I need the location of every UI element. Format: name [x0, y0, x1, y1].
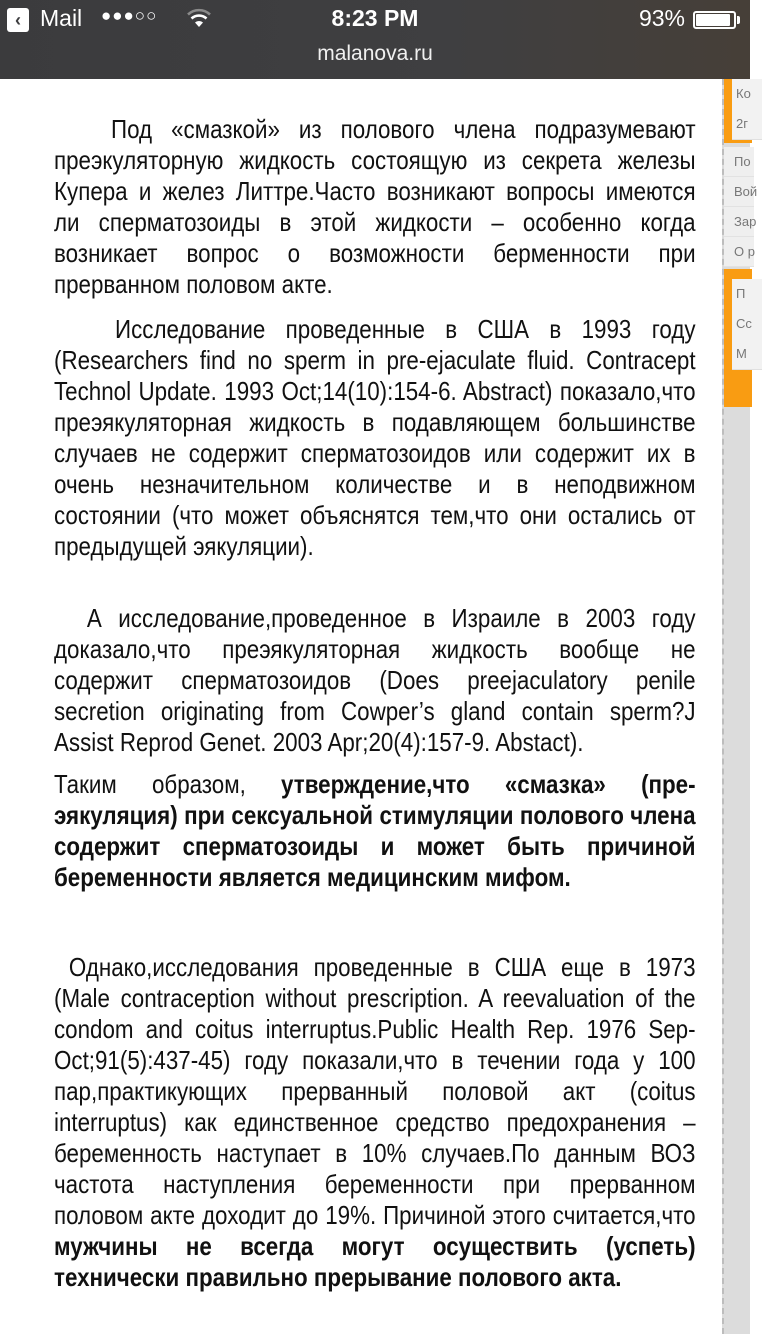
status-bar: [0, 0, 750, 79]
sidebar-link[interactable]: Вой: [724, 177, 754, 207]
paragraph-3-text: А исследование,проведенное в Израиле в 2003 году доказало,что преэякуляторная жидкость вообще не содержит сперматозоидов (Does preejaculatory penile secretion originating from Cowper’s gland contain sperm?J Assist Reprod Genet. 2003 Apr;20(4):157-9. Abstact).: [54, 603, 696, 757]
paragraph-4-text: Таким образом,: [54, 769, 282, 799]
paragraph-4: [54, 769, 696, 893]
battery-percent: 93%: [638, 5, 685, 31]
sidebar-item[interactable]: Сс: [732, 309, 762, 340]
paragraph-2-text: Исследование проведенные в США в 1993 году (Researchers find no sperm in pre-ejaculate fluid. Contracept Technol Update. 1993 Oct;14(10):154-6. Abstract) показало,что преэякуляторная жидкость в подавляющем большинстве случаев не содержит сперматозоидов или содержит их в очень незначительном количестве и в неподвижном состоянии (что может объяснятся тем,что они остались от предыдущей эякуляции).: [54, 314, 696, 561]
sidebar-item[interactable]: П: [732, 279, 762, 310]
sidebar-item[interactable]: 2г: [732, 109, 762, 140]
battery-icon: [693, 11, 736, 29]
battery-tip: [737, 16, 740, 24]
paragraph-2: [54, 314, 696, 562]
back-chevron-icon[interactable]: ‹: [7, 8, 29, 32]
paragraph-3: [54, 603, 696, 758]
sidebar-link[interactable]: По: [724, 147, 754, 177]
sidebar-item[interactable]: М: [732, 339, 762, 370]
paragraph-1: [54, 114, 696, 300]
page-url[interactable]: malanova.ru: [317, 42, 433, 65]
paragraph-4-bold: утверждение,что «смазка» (пре-эякуляция) при сексуальной стимуляции полового члена содержит сперматозоиды и может быть причиной беременности является медицинским мифом.: [54, 769, 696, 892]
paragraph-5: [54, 952, 696, 1293]
clock: 8:23 PM: [331, 5, 419, 31]
sidebar-link[interactable]: Зар: [724, 207, 754, 237]
sidebar-item[interactable]: Ко: [732, 79, 762, 110]
paragraph-5-text: Однако,исследования проведенные в США еще в 1973 (Male contraception without prescription. A reevaluation of the condom and coitus interruptus.Public Health Rep. 1976 Sep-Oct;91(5):437-45) году показали,что в течении года у 100 пар,практикующих прерванный половой акт (coitus interruptus) как единственное средство предохранения – беременность наступает в 10% случаев.По данным ВОЗ частота наступления беременности при прерванном половом акте доходит до 19%. Причиной этого считается,что: [54, 952, 696, 1230]
sidebar: [722, 79, 758, 1334]
paragraph-5-bold: мужчины не всегда могут осуществить (успеть) технически правильно прерывание полового акта.: [54, 1231, 696, 1292]
sidebar-link[interactable]: О р: [724, 237, 754, 267]
paragraph-1-text: Под «смазкой» из полового члена подразумевают преэкуляторную жидкость состоящую из секрета железы Купера и желез Литтре.Часто возникают вопросы имеются ли сперматозоиды в этой жидкости – особенно когда возникает вопрос о возможности берменности при прерванном половом акте.: [54, 114, 696, 299]
back-to-app-label[interactable]: Mail: [40, 5, 83, 31]
signal-strength-icon: ●●●○○: [101, 6, 158, 25]
battery-level: [696, 14, 730, 26]
